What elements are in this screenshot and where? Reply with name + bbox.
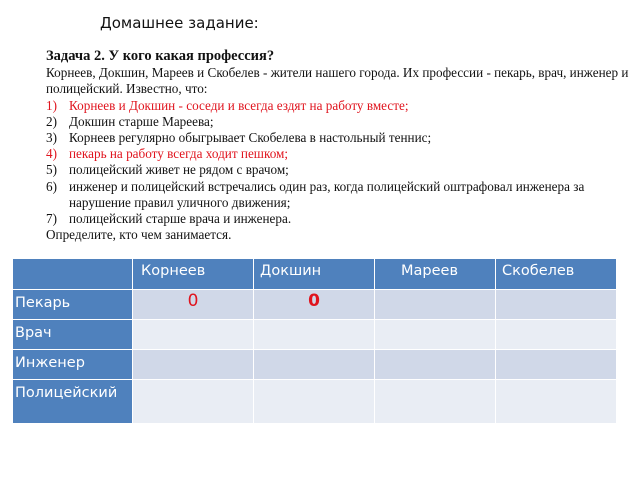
cell-mark: 0 (187, 291, 199, 311)
table-cell[interactable] (254, 350, 375, 380)
task-question: Определите, кто чем занимается. (46, 227, 232, 243)
table-cell[interactable] (496, 380, 617, 424)
column-header-skobelev: Скобелев (496, 259, 617, 290)
fact-item: 3) Корнеев регулярно обыгрывает Скобелева в настольный теннис; (46, 130, 432, 146)
corner-cell (13, 259, 133, 290)
table-cell[interactable] (375, 290, 496, 320)
table-cell[interactable] (496, 290, 617, 320)
row-header-baker: Пекарь (13, 290, 133, 320)
task-title: Задача 2. У кого какая профессия? (46, 48, 275, 64)
task-intro: Корнеев, Докшин, Мареев и Скобелев - жители нашего города. Их профессии - пекарь, врач, инженер и полицейский. Известно, что: (46, 65, 629, 97)
table-cell[interactable] (133, 320, 254, 350)
row-header-engineer: Инженер (13, 350, 133, 380)
profession-table (12, 258, 617, 424)
fact-item: 1) Корнеев и Докшин - соседи и всегда ездят на работу вместе; (46, 97, 409, 113)
cell-mark: 0 (308, 291, 320, 311)
table-cell[interactable] (254, 380, 375, 424)
table-cell[interactable] (254, 290, 375, 320)
table-cell[interactable] (254, 320, 375, 350)
column-header-mareev: Мареев (375, 259, 496, 290)
table-cell[interactable] (133, 380, 254, 424)
table-cell[interactable] (375, 350, 496, 380)
task-block (46, 48, 632, 243)
table-row (13, 290, 617, 320)
table-cell[interactable] (133, 350, 254, 380)
table-row (13, 380, 617, 424)
table-header-row (13, 259, 617, 290)
fact-item: 4) пекарь на работу всегда ходит пешком; (46, 146, 289, 162)
table-cell[interactable] (133, 290, 254, 320)
fact-item: 5) полицейский живет не рядом с врачом; (46, 162, 289, 178)
table-row (13, 350, 617, 380)
table-row (13, 320, 617, 350)
fact-item: 6) инженер и полицейский встречались один раз, когда полицейский оштрафовал инженера за нарушение правил уличного движения; (46, 178, 585, 210)
homework-heading: Домашнее задание: (100, 14, 259, 32)
table-cell[interactable] (496, 350, 617, 380)
table-cell[interactable] (375, 320, 496, 350)
table-cell[interactable] (375, 380, 496, 424)
row-header-doctor: Врач (13, 320, 133, 350)
column-header-dokshin: Докшин (254, 259, 375, 290)
fact-item: 2) Докшин старше Мареева; (46, 113, 214, 129)
row-header-police: Полицейский (13, 380, 133, 424)
column-header-korneev: Корнеев (133, 259, 254, 290)
fact-item: 7) полицейский старше врача и инженера. (46, 211, 292, 227)
facts-list (46, 98, 632, 228)
table-cell[interactable] (496, 320, 617, 350)
